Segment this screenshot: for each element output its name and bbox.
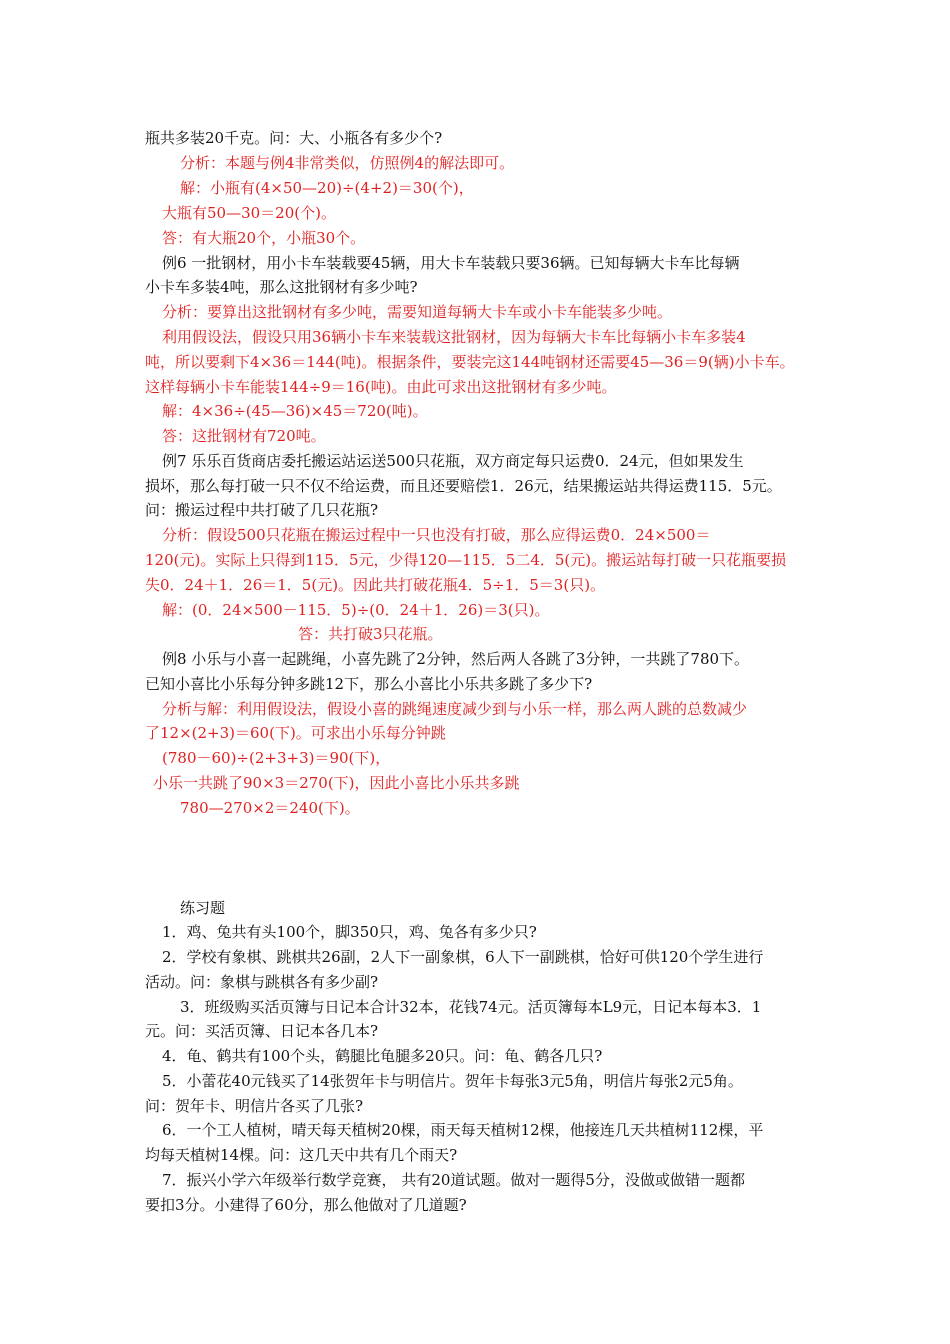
solution-line: 大瓶有50—30＝20(个)。 xyxy=(162,204,336,222)
text-line: 均每天植树14棵。问：这几天中共有几个雨天? xyxy=(145,1146,458,1164)
exercise-item: 6．一个工人植树，晴天每天植树20棵，雨天每天植树12棵，他接连几天共植树112棵，平 xyxy=(162,1121,764,1139)
exercise-item: 2．学校有象棋、跳棋共26副，2人下一副象棋，6人下一副跳棋，恰好可供120个学生进行 xyxy=(162,948,764,966)
answer-line: 答：这批钢材有720吨。 xyxy=(162,427,326,445)
text-line: 要扣3分。小建得了60分，那么他做对了几道题? xyxy=(145,1196,467,1214)
answer-line: 答：共打破3只花瓶。 xyxy=(298,625,443,643)
solution-line: 小乐一共跳了90×3＝270(下)，因此小喜比小乐共多跳 xyxy=(153,774,520,792)
analysis-line: 利用假设法，假设只用36辆小卡车来装载这批钢材，因为每辆大卡车比每辆小卡车多装4 xyxy=(162,328,746,346)
text-line: 小卡车多装4吨，那么这批钢材有多少吨? xyxy=(145,278,418,296)
solution-line: 解：小瓶有(4×50—20)÷(4+2)＝30(个)， xyxy=(180,179,474,197)
text-line: 瓶共多装20千克。问：大、小瓶各有多少个? xyxy=(145,129,443,147)
exercise-item: 3．班级购买活页簿与日记本合计32本，花钱74元。活页簿每本L9元，日记本每本3．1 xyxy=(180,998,762,1016)
solution-line: (780－60)÷(2+3+3)＝90(下)， xyxy=(162,749,391,767)
text-line: 问：贺年卡、明信片各买了几张? xyxy=(145,1097,364,1115)
exercise-item: 1．鸡、兔共有头100个，脚350只，鸡、兔各有多少只? xyxy=(162,923,537,941)
analysis-line: 120(元)。实际上只得到115．5元，少得120—115．5二4．5(元)。搬运站每打破一只花瓶要损 xyxy=(145,551,787,569)
solution-line: 解：4×36÷(45—36)×45＝720(吨)。 xyxy=(162,402,428,420)
analysis-line: 了12×(2+3)＝60(下)。可求出小乐每分钟跳 xyxy=(145,724,446,742)
text-line: 已知小喜比小乐每分钟多跳12下，那么小喜比小乐共多跳了多少下? xyxy=(145,675,593,693)
exercise-item: 4．龟、鹤共有100个头，鹤腿比龟腿多20只。问：龟、鹤各几只? xyxy=(162,1047,603,1065)
analysis-line: 这样每辆小卡车能装144÷9＝16(吨)。由此可求出这批钢材有多少吨。 xyxy=(145,378,617,396)
analysis-line: 分析：要算出这批钢材有多少吨，需要知道每辆大卡车或小卡车能装多少吨。 xyxy=(162,303,673,321)
analysis-line: 失0．24＋1．26＝1．5(元)。因此共打破花瓶4．5÷1．5＝3(只)。 xyxy=(145,576,606,594)
text-line: 活动。问：象棋与跳棋各有多少副? xyxy=(145,973,379,991)
analysis-line: 吨，所以要剩下4×36＝144(吨)。根据条件，要装完这144吨钢材还需要45—36＝9(辆)小卡车。 xyxy=(145,353,795,371)
example-7-heading: 例7 乐乐百货商店委托搬运站运送500只花瓶，双方商定每只运费0．24元，但如果发生 xyxy=(162,452,744,470)
answer-line: 答：有大瓶20个，小瓶30个。 xyxy=(162,229,366,247)
exercise-item: 7．振兴小学六年级举行数学竞赛， 共有20道试题。做对一题得5分，没做或做错一题都 xyxy=(162,1171,745,1189)
example-6-heading: 例6 一批钢材，用小卡车装载要45辆，用大卡车装载只要36辆。已知每辆大卡车比每辆 xyxy=(162,254,740,272)
solution-line: 780—270×2＝240(下)。 xyxy=(180,799,360,817)
example-8-heading: 例8 小乐与小喜一起跳绳，小喜先跳了2分钟，然后两人各跳了3分钟，一共跳了780下。 xyxy=(162,650,750,668)
text-line: 问：搬运过程中共打破了几只花瓶? xyxy=(145,501,379,519)
analysis-line: 分析：假设500只花瓶在搬运过程中一只也没有打破，那么应得运费0．24×500＝ xyxy=(162,526,711,544)
analysis-line: 分析：本题与例4非常类似，仿照例4的解法即可。 xyxy=(180,154,515,172)
exercise-item: 5．小蕾花40元钱买了14张贺年卡与明信片。贺年卡每张3元5角，明信片每张2元5角。 xyxy=(162,1072,743,1090)
text-line: 元。问：买活页簿、日记本各几本? xyxy=(145,1022,379,1040)
text-line: 损坏，那么每打破一只不仅不给运费，而且还要赔偿1．26元，结果搬运站共得运费115．5元。 xyxy=(145,477,782,495)
analysis-line: 分析与解：利用假设法，假设小喜的跳绳速度减少到与小乐一样，那么两人跳的总数减少 xyxy=(162,700,748,718)
exercises-heading: 练习题 xyxy=(180,899,226,917)
solution-line: 解：(0．24×500－115．5)÷(0．24＋1．26)＝3(只)。 xyxy=(162,601,550,619)
